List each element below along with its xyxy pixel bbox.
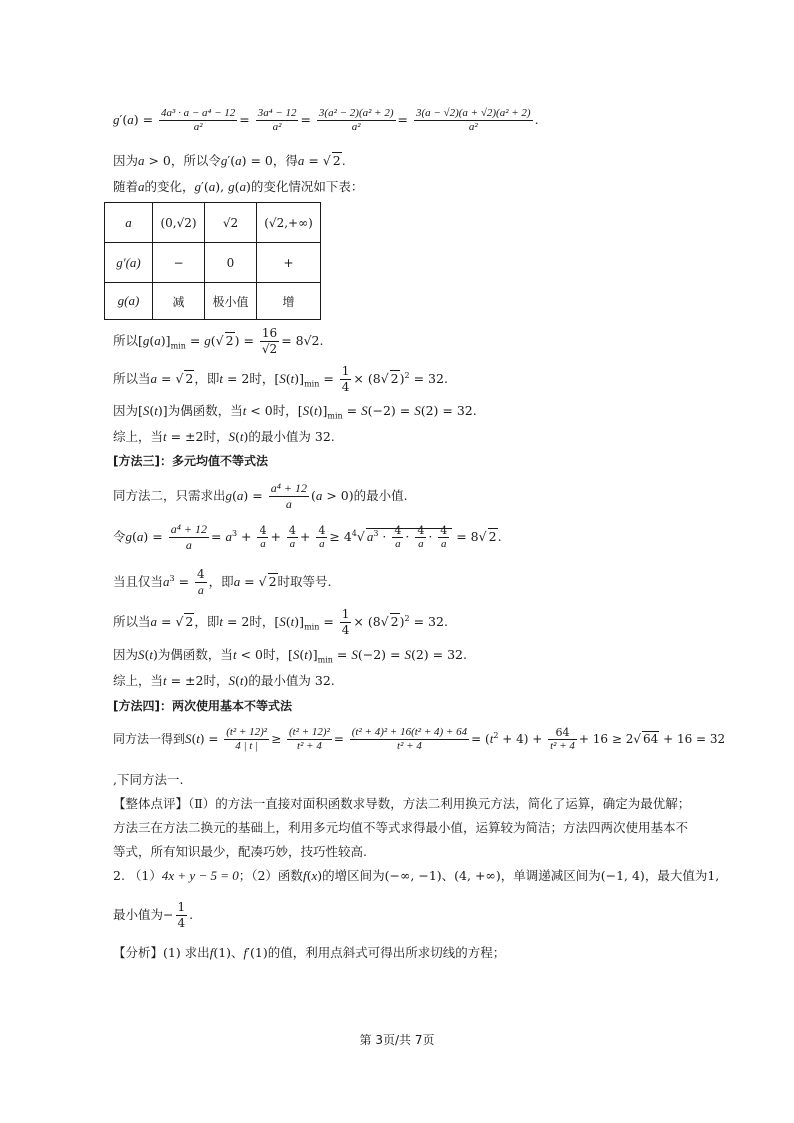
fraction-3: $\frac{\text{3(a² − 2)(a² + 2)}}{\text{a²}}$ xyxy=(318,107,394,133)
method-4-line-2: ,下同方法一. xyxy=(113,772,184,787)
fraction-g-2: $\frac{\text{a⁴ + 12}}{a}$ xyxy=(170,522,207,552)
method-3-line-2: 令g(a) = $\frac{\text{a⁴ + 12}}{a}$ = $a^3$ + $\frac{4}{a}$ + $\frac{4}{a}$ + $\frac{4}{a}$ ≥ $4^4√$ $a^3$ · $\frac{4}{a}$ · $\frac{4}{a}$ · $\frac{4}{a}$ = 8√ 2. xyxy=(113,522,502,552)
fraction-4a: $\frac{4}{a}$ xyxy=(440,524,448,550)
method-3-line-1: 同方法二，只需求出g(a) = $\frac{\text{a⁴ + 12}}{a}$ (a > 0)的最小值. xyxy=(113,481,408,511)
method-3-title: [方法三]：多元均值不等式法 xyxy=(113,454,268,468)
review-line-3: 等式，所有知识最少，配凑巧妙，技巧性较高. xyxy=(113,844,367,859)
fraction-4a: $\frac{4}{a}$ xyxy=(259,524,267,550)
even-line-2: 因为S(t)为偶函数，当t < 0时，$[S(t)]_{min} = S(-2) = S(2) = 32$. xyxy=(113,647,467,665)
fraction-4a: $\frac{4}{a}$ xyxy=(318,524,326,550)
fraction-1: $\frac{\text{4a³ · a − a⁴ − 12}}{\text{a²}}$ xyxy=(161,107,236,133)
critical-point-line: 因为a > 0，所以令g′(a) = 0，得a = √ 2. xyxy=(113,153,346,168)
fraction-min: $\frac{1}{4}$ xyxy=(177,900,186,930)
fraction-quarter-2: $\frac{1}{4}$ xyxy=(341,607,350,637)
fraction-g: $\frac{\text{a⁴ + 12}}{a}$ xyxy=(270,481,307,511)
fraction-m4-3: $\frac{\text{(t² + 4)² + 16(t² + 4) + 64}}{\text{t² + 4}}$ xyxy=(351,726,468,752)
table-row: a (0,√2) √2 (√2,+∞) xyxy=(105,203,321,243)
fraction-m4-2: $\frac{\text{(t² + 12)²}}{\text{t² + 4}}$ xyxy=(288,726,330,752)
review-line-2: 方法三在方法二换元的基础上，利用多元均值不等式求得最小值，运算较为简洁；方法四两次使用基本不 xyxy=(113,820,689,835)
table-row: g′(a) − 0 + xyxy=(105,243,321,283)
question-2-min: 最小值为− $\frac{1}{4}$ . xyxy=(113,900,194,930)
fraction-4a: $\frac{4}{a}$ xyxy=(417,524,425,550)
when-line-1: 所以当a = √ 2，即t = 2时，$[S(t)]_{min}$ = $\frac{1}{4}$ × (8√ 2)$^2$ = 32. xyxy=(113,364,448,394)
fraction-2: $\frac{\text{3a⁴ − 12}}{\text{a²}}$ xyxy=(257,107,297,133)
analysis-line: 【分析】(1) 求出f(1)、f′(1)的值，利用点斜式可得出所求切线的方程； xyxy=(113,945,506,960)
when-line-2: 所以当a = √ 2，即t = 2时，$[S(t)]_{min}$ = $\frac{1}{4}$ × (8√ 2)$^2$ = 32. xyxy=(113,607,448,637)
method-4-line-1: 同方法一得到S(t) = $\frac{\text{(t² + 12)²}}{4 | t |}$ ≥ $\frac{\text{(t² + 12)²}}{\text{t² + 4}}$ = $\frac{\text{(t² + 4)² + 16(t² + 4) + 64}}{\text{t² + 4}}$ = $(t^2 + 4)$ + $\frac{64}{\text{t² + 4}}$ + 16 ≥ 2√ 64 + 16 = 32 xyxy=(113,726,726,752)
fraction-4: $\frac{\text{3(a − √2)(a + √2)(a² + 2)}}{\text{a²}}$ xyxy=(415,107,531,133)
review-line-1: 【整体点评】（Ⅱ）的方法一直接对面积函数求导数，方法二利用换元方法，简化了运算，确定为最优解； xyxy=(113,796,691,811)
question-2-answer: 2. （1）4x + y − 5 = 0；（2）函数f(x)的增区间为(−∞, −1)、(4, +∞)，单调递减区间为(−1, 4)，最大值为1, xyxy=(113,868,720,883)
fraction-4a: $\frac{4}{a}$ xyxy=(288,524,296,550)
summary-line-1: 综上，当t = ±2时，S(t)的最小值为 32. xyxy=(113,429,335,444)
fraction-4-over-a: $\frac{4}{a}$ xyxy=(197,567,205,597)
summary-line-2: 综上，当t = ±2时，S(t)的最小值为 32. xyxy=(113,673,335,688)
min-value-line-1: 所以$[g(a)]_{min} = g(√$ 2) = $\frac{16}{√2}$ = 8√2. xyxy=(113,326,324,356)
method-3-line-3: 当且仅当$a^3$ = $\frac{4}{a}$ ，即a = √ 2时取等号. xyxy=(113,567,332,597)
table-row: g(a) 减 极小值 增 xyxy=(105,283,321,320)
fraction-m4-1: $\frac{\text{(t² + 12)²}}{4 | t |}$ xyxy=(226,726,268,752)
fraction-quarter: $\frac{1}{4}$ xyxy=(341,364,350,394)
fraction-16-over-sqrt2: $\frac{16}{√2}$ xyxy=(261,326,278,356)
method-4-title: [方法四]：两次使用基本不等式法 xyxy=(113,699,292,713)
even-line-1: 因为[S(t)]为偶函数，当t < 0时，$[S(t)]_{min} = S(-2) = S(2) = 32$. xyxy=(113,403,477,421)
page-footer: 第 3页/共 7页 xyxy=(359,1033,435,1047)
fraction-4a: $\frac{4}{a}$ xyxy=(394,524,402,550)
fraction-m4-4: $\frac{64}{\text{t² + 4}}$ xyxy=(550,726,575,752)
derivative-equation: g′(a) = $\frac{\text{4a³ · a − a⁴ − 12}}{\text{a²}}$ = $\frac{\text{3a⁴ − 12}}{\text{a²}}$ = $\frac{\text{3(a² − 2)(a² + 2)}}{\text{a²}}$ = $\frac{\text{3(a − √2)(a + √2)(a² + 2)}}{\text{a²}}$ . xyxy=(113,107,539,133)
variation-table xyxy=(104,202,321,320)
table-intro-line: 随着a的变化，g′(a), g(a)的变化情况如下表： xyxy=(113,179,364,194)
